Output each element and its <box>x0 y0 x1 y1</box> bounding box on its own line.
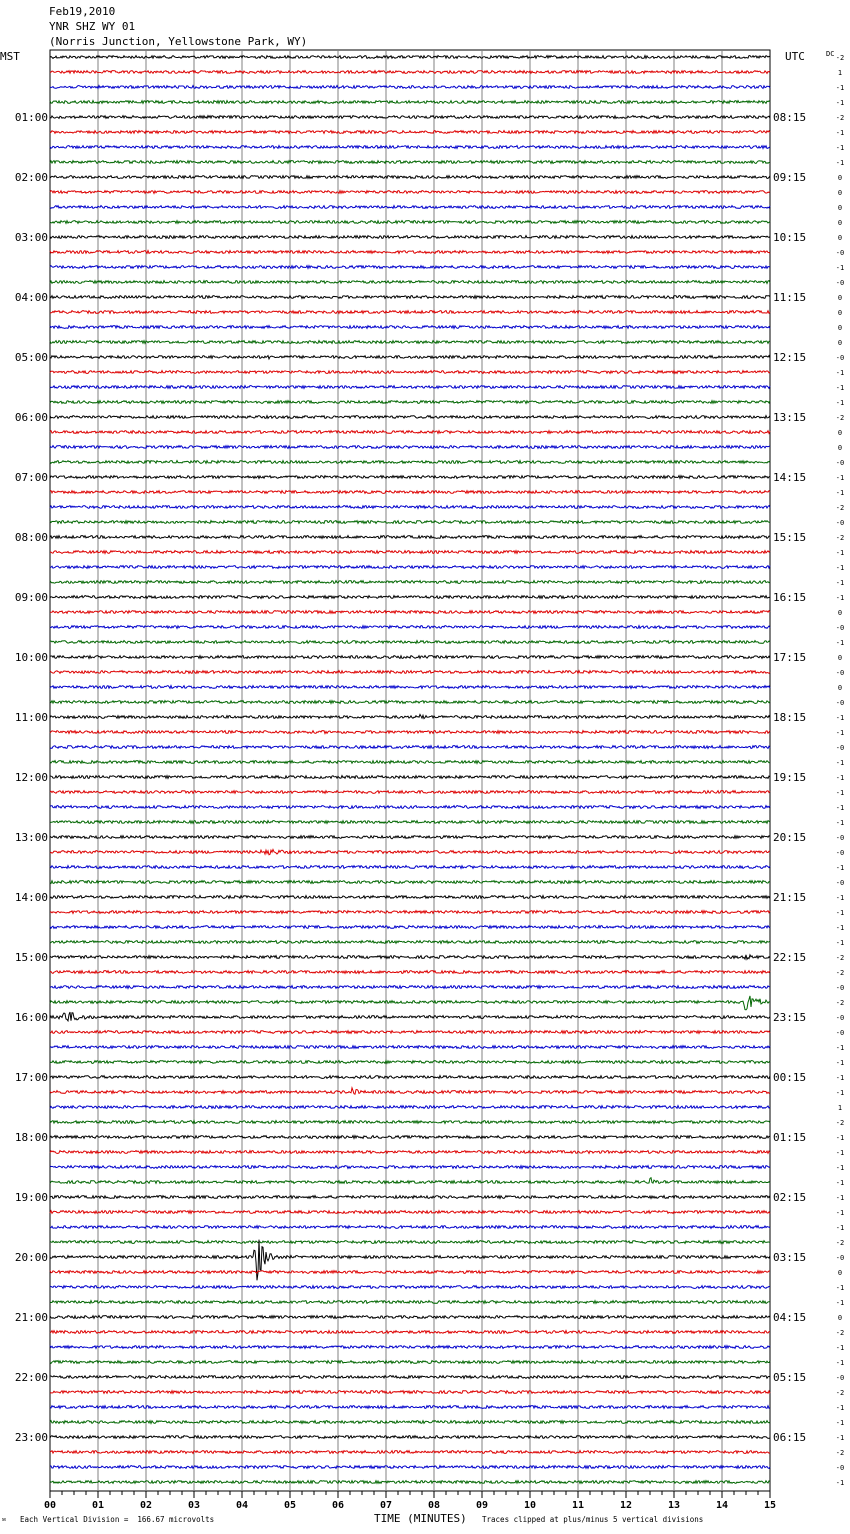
clip-note: Traces clipped at plus/minus 5 vertical divisions <box>482 1515 704 1524</box>
dc-offset-label: -1 <box>835 1044 845 1052</box>
trace-line <box>50 1211 770 1214</box>
dc-offset-label: 0 <box>837 204 843 212</box>
trace-line <box>50 131 770 134</box>
trace-line <box>50 1106 770 1109</box>
trace-line <box>50 1046 770 1049</box>
dc-offset-label: -1 <box>835 819 845 827</box>
dc-offset-label: -2 <box>835 534 845 542</box>
utc-hour-label: 11:15 <box>773 291 807 304</box>
x-tick-label: 15 <box>763 1500 777 1511</box>
dc-offset-label: -0 <box>835 879 845 887</box>
trace-line <box>50 416 770 419</box>
utc-hour-label: 12:15 <box>773 351 807 364</box>
trace-line <box>50 56 770 59</box>
trace-line <box>50 536 770 539</box>
trace-line <box>50 986 770 989</box>
mst-hour-label: 09:00 <box>14 591 48 604</box>
dc-offset-label: 1 <box>837 69 843 77</box>
utc-hour-label: 02:15 <box>773 1191 807 1204</box>
trace-line <box>50 656 770 659</box>
dc-offset-label: -2 <box>835 999 845 1007</box>
trace-line <box>50 596 770 599</box>
trace-line <box>50 1151 770 1154</box>
plot-frame <box>50 50 770 1491</box>
mst-hour-label: 04:00 <box>14 291 48 304</box>
utc-hour-label: 05:15 <box>773 1371 807 1384</box>
trace-line <box>50 1301 770 1304</box>
dc-offset-label: -1 <box>835 144 845 152</box>
x-tick-label: 01 <box>91 1500 105 1511</box>
trace-line <box>50 1136 770 1139</box>
dc-offset-label: -1 <box>835 1209 845 1217</box>
trace-line <box>50 71 770 74</box>
utc-hour-label: 13:15 <box>773 411 807 424</box>
trace-line <box>50 746 770 749</box>
utc-hour-label: 06:15 <box>773 1431 807 1444</box>
mst-hour-label: 05:00 <box>14 351 48 364</box>
mst-hour-label: 21:00 <box>14 1311 48 1324</box>
trace-line <box>50 1166 770 1169</box>
dc-offset-label: -2 <box>835 414 845 422</box>
mst-hour-label: 14:00 <box>14 891 48 904</box>
x-tick-label: 10 <box>523 1500 537 1511</box>
mst-hour-label: 22:00 <box>14 1371 48 1384</box>
mst-hour-label: 08:00 <box>14 531 48 544</box>
dc-offset-title: DC <box>826 50 835 58</box>
dc-offset-label: -1 <box>835 729 845 737</box>
station-location: (Norris Junction, Yellowstone Park, WY) <box>49 35 308 48</box>
dc-offset-label: 0 <box>837 684 843 692</box>
utc-hour-label: 18:15 <box>773 711 807 724</box>
trace-line <box>50 311 770 314</box>
dc-offset-label: 0 <box>837 294 843 302</box>
mst-hour-label: 13:00 <box>14 831 48 844</box>
dc-offset-label: -1 <box>835 774 845 782</box>
utc-hour-label: 14:15 <box>773 471 807 484</box>
trace-line <box>50 1178 770 1184</box>
trace-line <box>50 626 770 629</box>
utc-hour-label: 15:15 <box>773 531 807 544</box>
dc-offset-label: 0 <box>837 1269 843 1277</box>
utc-hour-label: 04:15 <box>773 1311 807 1324</box>
dc-offset-label: -1 <box>835 1359 845 1367</box>
x-tick-label: 14 <box>715 1500 729 1511</box>
trace-line <box>50 1391 770 1394</box>
trace-line <box>50 611 770 614</box>
dc-offset-label: -1 <box>835 594 845 602</box>
trace-line <box>50 941 770 944</box>
dc-offset-label: 0 <box>837 309 843 317</box>
x-axis-title: TIME (MINUTES) <box>374 1512 467 1525</box>
dc-offset-label: 0 <box>837 429 843 437</box>
x-tick-label: 05 <box>283 1500 297 1511</box>
trace-line <box>50 161 770 164</box>
trace-line <box>50 896 770 899</box>
dc-offset-label: -1 <box>835 1074 845 1082</box>
dc-offset-label: -0 <box>835 834 845 842</box>
dc-offset-label: -1 <box>835 564 845 572</box>
left-axis-title: MST <box>0 50 20 63</box>
trace-line <box>50 236 770 239</box>
trace-line <box>50 1436 770 1439</box>
trace-line <box>50 1088 770 1094</box>
mst-hour-label: 01:00 <box>14 111 48 124</box>
dc-offset-label: -0 <box>835 459 845 467</box>
right-axis-title: UTC <box>785 50 805 63</box>
trace-line <box>50 191 770 194</box>
trace-line <box>50 641 770 644</box>
trace-line <box>50 1061 770 1064</box>
dc-offset-label: -0 <box>835 984 845 992</box>
dc-offset-label: -1 <box>835 549 845 557</box>
trace-line <box>50 821 770 824</box>
trace-line <box>50 1346 770 1349</box>
trace-line <box>50 386 770 389</box>
dc-offset-label: -2 <box>835 54 845 62</box>
dc-offset-label: -1 <box>835 1404 845 1412</box>
dc-offset-label: -2 <box>835 1389 845 1397</box>
trace-line <box>50 1121 770 1124</box>
dc-offset-label: -1 <box>835 579 845 587</box>
trace-line <box>50 1196 770 1199</box>
dc-offset-label: -1 <box>835 84 845 92</box>
dc-offset-label: -2 <box>835 1449 845 1457</box>
dc-offset-label: -2 <box>835 114 845 122</box>
mst-hour-label: 02:00 <box>14 171 48 184</box>
dc-offset-label: -0 <box>835 849 845 857</box>
mst-hour-label: 11:00 <box>14 711 48 724</box>
trace-line <box>50 221 770 224</box>
dc-offset-label: 0 <box>837 189 843 197</box>
x-tick-label: 11 <box>571 1500 585 1511</box>
dc-offset-label: -1 <box>835 1059 845 1067</box>
utc-hour-label: 19:15 <box>773 771 807 784</box>
utc-hour-label: 23:15 <box>773 1011 807 1024</box>
trace-line <box>50 476 770 479</box>
dc-offset-label: -1 <box>835 159 845 167</box>
utc-hour-label: 22:15 <box>773 951 807 964</box>
dc-offset-label: -0 <box>835 624 845 632</box>
dc-offset-label: -0 <box>835 279 845 287</box>
dc-offset-label: -2 <box>835 1239 845 1247</box>
dc-offset-label: -1 <box>835 1434 845 1442</box>
dc-offset-label: -0 <box>835 1374 845 1382</box>
utc-hour-label: 17:15 <box>773 651 807 664</box>
x-tick-label: 04 <box>235 1500 249 1511</box>
trace-line <box>50 971 770 974</box>
trace-line <box>50 296 770 299</box>
trace-line <box>50 506 770 509</box>
trace-line <box>50 521 770 524</box>
trace-line <box>50 491 770 494</box>
dc-offset-label: 0 <box>837 1314 843 1322</box>
trace-line <box>50 1241 770 1244</box>
station-code: YNR SHZ WY 01 <box>49 20 136 33</box>
dc-offset-label: -0 <box>835 1464 845 1472</box>
dc-offset-label: -1 <box>835 639 845 647</box>
utc-hour-label: 20:15 <box>773 831 807 844</box>
trace-line <box>50 1316 770 1319</box>
trace-line <box>50 1421 770 1424</box>
trace-line <box>50 116 770 119</box>
dc-offset-label: 0 <box>837 324 843 332</box>
trace-line <box>50 146 770 149</box>
dc-offset-label: -1 <box>835 909 845 917</box>
utc-hour-label: 03:15 <box>773 1251 807 1264</box>
dc-offset-label: -1 <box>835 264 845 272</box>
trace-line <box>50 911 770 914</box>
dc-offset-label: -0 <box>835 354 845 362</box>
trace-line <box>50 581 770 584</box>
dc-offset-label: -0 <box>835 519 845 527</box>
dc-offset-label: -2 <box>835 504 845 512</box>
trace-line <box>50 791 770 794</box>
trace-line <box>50 714 770 718</box>
dc-offset-label: 0 <box>837 339 843 347</box>
trace-line <box>50 356 770 359</box>
trace-line <box>50 1226 770 1229</box>
trace-line <box>50 176 770 179</box>
trace-line <box>50 996 770 1010</box>
dc-offset-label: 0 <box>837 234 843 242</box>
dc-offset-label: -2 <box>835 954 845 962</box>
dc-offset-label: -1 <box>835 1164 845 1172</box>
mst-hour-label: 15:00 <box>14 951 48 964</box>
utc-hour-label: 21:15 <box>773 891 807 904</box>
dc-offset-label: -1 <box>835 804 845 812</box>
dc-offset-label: -2 <box>835 1119 845 1127</box>
trace-line <box>50 881 770 884</box>
dc-offset-label: -1 <box>835 489 845 497</box>
trace-line <box>50 1331 770 1334</box>
dc-offset-label: -1 <box>835 1149 845 1157</box>
trace-line <box>50 341 770 344</box>
mst-hour-label: 16:00 <box>14 1011 48 1024</box>
trace-line <box>50 1361 770 1364</box>
dc-offset-label: -1 <box>835 1299 845 1307</box>
trace-line <box>50 866 770 869</box>
dc-offset-label: -1 <box>835 1479 845 1487</box>
dc-offset-label: -1 <box>835 474 845 482</box>
logo-mark: ᴍ <box>2 1516 6 1523</box>
mst-hour-label: 18:00 <box>14 1131 48 1144</box>
dc-offset-label: -2 <box>835 1329 845 1337</box>
trace-line <box>50 686 770 689</box>
trace-line <box>50 1031 770 1034</box>
trace-line <box>50 701 770 704</box>
dc-offset-label: -2 <box>835 969 845 977</box>
utc-hour-label: 01:15 <box>773 1131 807 1144</box>
dc-offset-label: -1 <box>835 399 845 407</box>
dc-offset-label: -1 <box>835 759 845 767</box>
dc-offset-label: 0 <box>837 174 843 182</box>
trace-line <box>50 1240 770 1281</box>
x-tick-label: 00 <box>43 1500 57 1511</box>
mst-hour-label: 19:00 <box>14 1191 48 1204</box>
dc-offset-label: -1 <box>835 1179 845 1187</box>
dc-offset-label: -1 <box>835 99 845 107</box>
trace-line <box>50 671 770 674</box>
x-tick-label: 08 <box>427 1500 441 1511</box>
trace-line <box>50 431 770 434</box>
dc-offset-label: -1 <box>835 789 845 797</box>
record-date: Feb19,2010 <box>49 5 116 18</box>
trace-line <box>50 1012 770 1021</box>
x-tick-label: 02 <box>139 1500 153 1511</box>
dc-offset-label: 1 <box>837 1104 843 1112</box>
trace-line <box>50 206 770 209</box>
dc-offset-label: -1 <box>835 1089 845 1097</box>
mst-hour-label: 06:00 <box>14 411 48 424</box>
trace-line <box>50 326 770 329</box>
trace-line <box>50 401 770 404</box>
dc-offset-label: -1 <box>835 1344 845 1352</box>
trace-line <box>50 1271 770 1274</box>
dc-offset-label: -1 <box>835 1419 845 1427</box>
dc-offset-label: -1 <box>835 384 845 392</box>
mst-hour-label: 17:00 <box>14 1071 48 1084</box>
trace-line <box>50 1376 770 1379</box>
dc-offset-label: -0 <box>835 1014 845 1022</box>
trace-line <box>50 461 770 464</box>
x-tick-label: 06 <box>331 1500 345 1511</box>
utc-hour-label: 00:15 <box>773 1071 807 1084</box>
scale-note: Each Vertical Division = 166.67 microvolts <box>20 1515 215 1524</box>
dc-offset-label: -0 <box>835 744 845 752</box>
x-tick-label: 12 <box>619 1500 633 1511</box>
trace-line <box>50 836 770 839</box>
x-tick-label: 09 <box>475 1500 489 1511</box>
trace-line <box>50 266 770 269</box>
trace-line <box>50 446 770 449</box>
mst-hour-label: 20:00 <box>14 1251 48 1264</box>
dc-offset-label: -0 <box>835 1029 845 1037</box>
dc-offset-label: -1 <box>835 894 845 902</box>
dc-offset-label: 0 <box>837 219 843 227</box>
mst-hour-label: 10:00 <box>14 651 48 664</box>
trace-line <box>50 371 770 374</box>
trace-line <box>50 281 770 284</box>
mst-hour-label: 07:00 <box>14 471 48 484</box>
dc-offset-label: -1 <box>835 369 845 377</box>
dc-offset-label: 0 <box>837 654 843 662</box>
dc-offset-label: -1 <box>835 129 845 137</box>
trace-line <box>50 955 770 960</box>
dc-offset-label: -1 <box>835 924 845 932</box>
trace-line <box>50 926 770 929</box>
trace-line <box>50 251 770 254</box>
dc-offset-label: -0 <box>835 669 845 677</box>
x-tick-label: 03 <box>187 1500 201 1511</box>
x-tick-label: 13 <box>667 1500 681 1511</box>
trace-line <box>50 1406 770 1409</box>
trace-line <box>50 1076 770 1079</box>
trace-line <box>50 1451 770 1454</box>
trace-line <box>50 761 770 764</box>
trace-line <box>50 551 770 554</box>
dc-offset-label: -0 <box>835 249 845 257</box>
utc-hour-label: 08:15 <box>773 111 807 124</box>
dc-offset-label: -0 <box>835 699 845 707</box>
dc-offset-label: -1 <box>835 714 845 722</box>
utc-hour-label: 10:15 <box>773 231 807 244</box>
trace-line <box>50 776 770 779</box>
trace-line <box>50 850 770 855</box>
mst-hour-label: 03:00 <box>14 231 48 244</box>
dc-offset-label: -1 <box>835 1224 845 1232</box>
dc-offset-label: -1 <box>835 1194 845 1202</box>
utc-hour-label: 09:15 <box>773 171 807 184</box>
trace-line <box>50 731 770 734</box>
trace-line <box>50 806 770 809</box>
trace-line <box>50 86 770 89</box>
trace-line <box>50 1286 770 1289</box>
dc-offset-label: -1 <box>835 939 845 947</box>
trace-line <box>50 101 770 104</box>
dc-offset-label: 0 <box>837 444 843 452</box>
trace-line <box>50 1466 770 1469</box>
dc-offset-label: 0 <box>837 609 843 617</box>
dc-offset-label: -0 <box>835 1254 845 1262</box>
mst-hour-label: 12:00 <box>14 771 48 784</box>
dc-offset-label: -1 <box>835 1134 845 1142</box>
dc-offset-label: -1 <box>835 1284 845 1292</box>
x-tick-label: 07 <box>379 1500 393 1511</box>
dc-offset-label: -1 <box>835 864 845 872</box>
trace-line <box>50 566 770 569</box>
mst-hour-label: 23:00 <box>14 1431 48 1444</box>
trace-line <box>50 1481 770 1484</box>
utc-hour-label: 16:15 <box>773 591 807 604</box>
